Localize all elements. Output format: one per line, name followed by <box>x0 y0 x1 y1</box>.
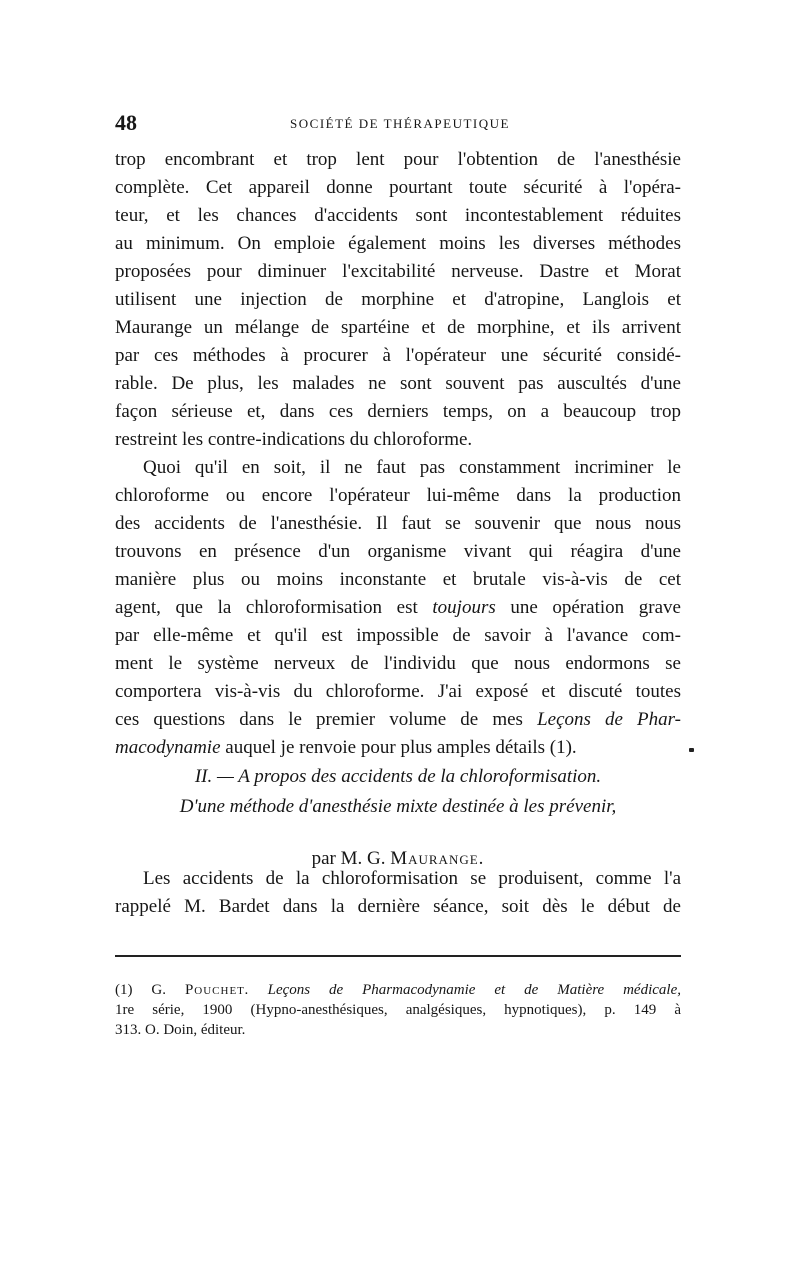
text-line: complète. Cet appareil donne pourtant toute sécurité à l'opéra- <box>115 177 681 198</box>
text-run: auquel je renvoie pour plus amples détails (1). <box>220 737 577 758</box>
italic-run: Leçons de Phar- <box>537 709 681 730</box>
text-line: manière plus ou moins inconstante et brutale vis-à-vis de cet <box>115 569 681 590</box>
text-line: utilisent une injection de morphine et d'atropine, Langlois et <box>115 289 681 310</box>
text-line <box>115 734 681 762</box>
ink-speck <box>689 748 694 752</box>
italic-run: macodynamie <box>115 737 221 758</box>
footnote-title: . Leçons de Pharmacodynamie et de Matière médicale, <box>244 982 681 998</box>
text-line: ment le système nerveux de l'individu que nous endormons se <box>115 653 681 674</box>
text-line: des accidents de l'anesthésie. Il faut se souvenir que nous nous <box>115 513 681 534</box>
text-line: par elle-même et qu'il est impossible de savoir à l'avance com- <box>115 625 681 646</box>
text-line: par ces méthodes à procurer à l'opérateur une sécurité considé- <box>115 345 681 366</box>
text-line <box>115 594 681 622</box>
section-subtitle: D'une méthode d'anesthésie mixte destinée à les prévenir, <box>179 796 617 817</box>
footnote <box>115 980 681 1040</box>
page-header <box>115 110 685 136</box>
footnote-line <box>115 980 681 1000</box>
text-line: teur, et les chances d'accidents sont incontestablement réduites <box>115 205 681 226</box>
page-number: 48 <box>115 110 137 135</box>
text-line: chloroforme ou encore l'opérateur lui-même dans la production <box>115 485 681 506</box>
text-run: une opération grave <box>495 597 681 618</box>
paragraph-continuation <box>115 146 681 454</box>
text-line: rappelé M. Bardet dans la dernière séance, soit dès le début de <box>115 896 681 917</box>
byline-prefix: par M. G. <box>311 848 391 869</box>
text-line: façon sérieuse et, dans ces derniers temps, on a beaucoup trop <box>115 401 681 422</box>
footnote-marker: (1) G. <box>115 982 185 998</box>
text-line: trop encombrant et trop lent pour l'obtention de l'anesthésie <box>115 149 681 170</box>
main-text <box>115 146 681 762</box>
text-line: restreint les contre-indications du chloroforme. <box>115 429 473 450</box>
section-title: II. — A propos des accidents de la chloroformisation. <box>194 766 602 787</box>
footnote-line: 313. O. Doin, éditeur. <box>115 1022 246 1038</box>
byline-author: Maurange. <box>390 848 485 869</box>
text-line: comportera vis-à-vis du chloroforme. J'ai exposé et discuté toutes <box>115 681 681 702</box>
italic-run: toujours <box>432 597 496 618</box>
text-line: au minimum. On emploie également moins les diverses méthodes <box>115 233 681 254</box>
footnote-line: 1re série, 1900 (Hypno-anesthésiques, analgésiques, hypnotiques), p. 149 à <box>115 1002 681 1018</box>
section-heading <box>115 762 681 874</box>
text-line <box>115 706 681 734</box>
text-line: proposées pour diminuer l'excitabilité nerveuse. Dastre et Morat <box>115 261 681 282</box>
text-line: rable. De plus, les malades ne sont souvent pas auscultés d'une <box>115 373 681 394</box>
footnote-rule <box>115 955 681 957</box>
running-title: SOCIÉTÉ DE THÉRAPEUTIQUE <box>290 116 510 131</box>
text-line: Maurange un mélange de spartéine et de morphine, et ils arrivent <box>115 317 681 338</box>
section-intro <box>115 865 681 921</box>
text-run: agent, que la chloroformisation est <box>115 597 433 618</box>
text-line: trouvons en présence d'un organisme vivant qui réagira d'une <box>115 541 681 562</box>
paragraph-accidents <box>115 865 681 921</box>
text-run: ces questions dans le premier volume de mes <box>115 709 538 730</box>
text-line: Quoi qu'il en soit, il ne faut pas constamment incriminer le <box>143 457 681 478</box>
text-line: Les accidents de la chloroformisation se produisent, comme l'a <box>143 868 681 889</box>
footnote-author: Pouchet <box>184 982 245 998</box>
paragraph-quoi <box>115 454 681 762</box>
